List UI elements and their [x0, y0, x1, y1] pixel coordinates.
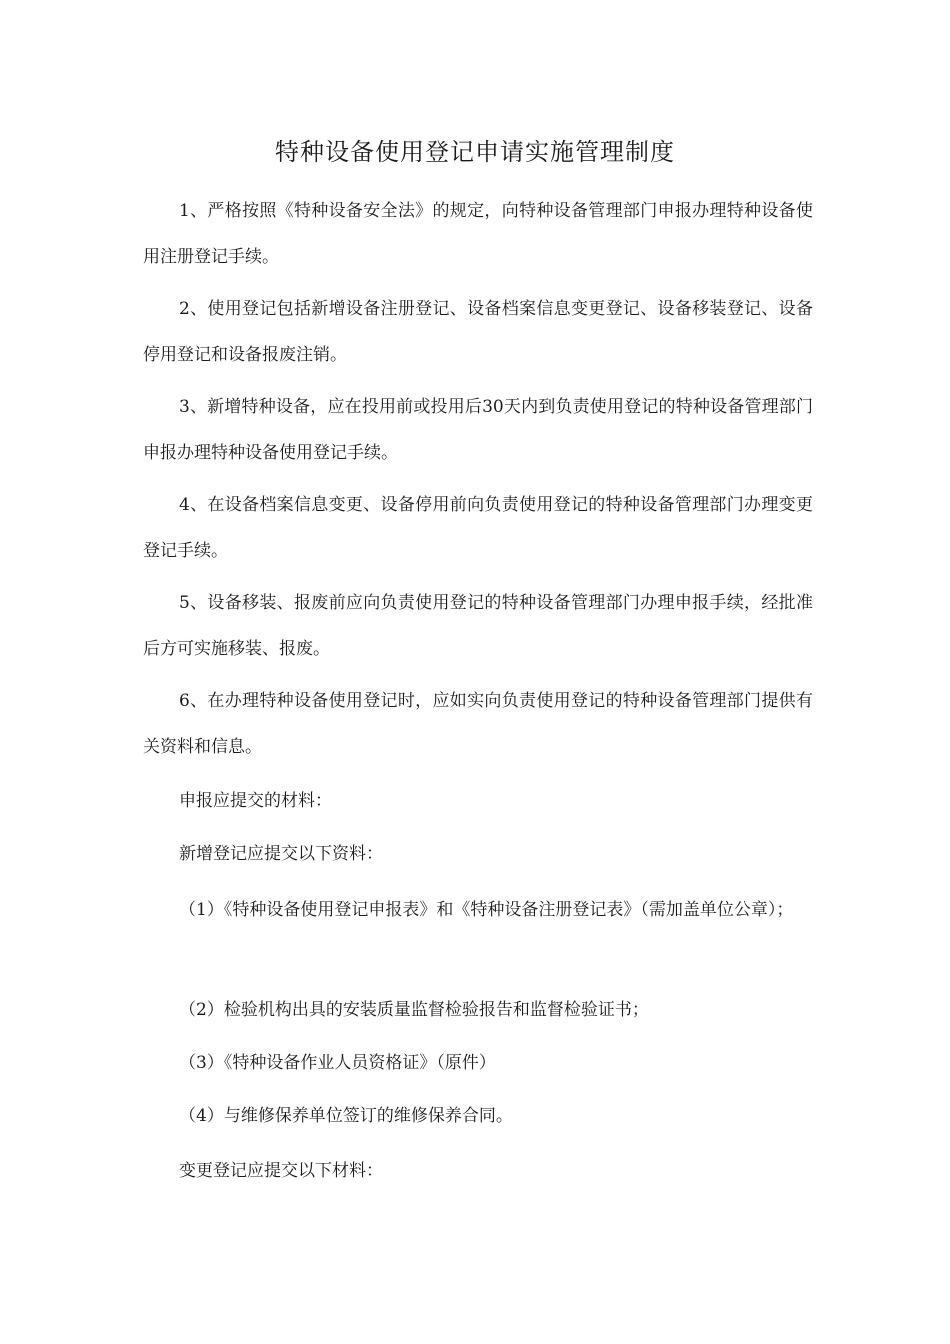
new-registration-item-4: （4）与维修保养单位签订的维修保养合同。 — [179, 1106, 513, 1126]
clause-1: 1、严格按照《特种设备安全法》的规定，向特种设备管理部门申报办理特种设备使用注册登记手续。 — [143, 201, 813, 267]
clause-3: 3、新增特种设备，应在投用前或投用后30天内到负责使用登记的特种设备管理部门申报办理特种设备使用登记手续。 — [143, 397, 813, 463]
clause-5: 5、设备移装、报废前应向负责使用登记的特种设备管理部门办理申报手续，经批准后方可实施移装、报废。 — [143, 593, 813, 659]
clause-6: 6、在办理特种设备使用登记时，应如实向负责使用登记的特种设备管理部门提供有关资料和信息。 — [143, 691, 813, 757]
clause-2: 2、使用登记包括新增设备注册登记、设备档案信息变更登记、设备移装登记、设备停用登记和设备报废注销。 — [143, 299, 813, 365]
new-registration-item-2: （2）检验机构出具的安装质量监督检验报告和监督检验证书； — [179, 1000, 649, 1020]
new-registration-item-1: （1）《特种设备使用登记申报表》和《特种设备注册登记表》（需加盖单位公章）； — [179, 900, 794, 920]
clause-4: 4、在设备档案信息变更、设备停用前向负责使用登记的特种设备管理部门办理变更登记手续。 — [143, 495, 813, 561]
change-registration-heading: 变更登记应提交以下材料： — [179, 1161, 383, 1181]
document-title: 特种设备使用登记申请实施管理制度 — [275, 138, 675, 166]
new-registration-heading: 新增登记应提交以下资料： — [179, 844, 383, 864]
materials-heading: 申报应提交的材料： — [179, 791, 332, 811]
new-registration-item-3: （3）《特种设备作业人员资格证》（原件） — [179, 1053, 496, 1073]
